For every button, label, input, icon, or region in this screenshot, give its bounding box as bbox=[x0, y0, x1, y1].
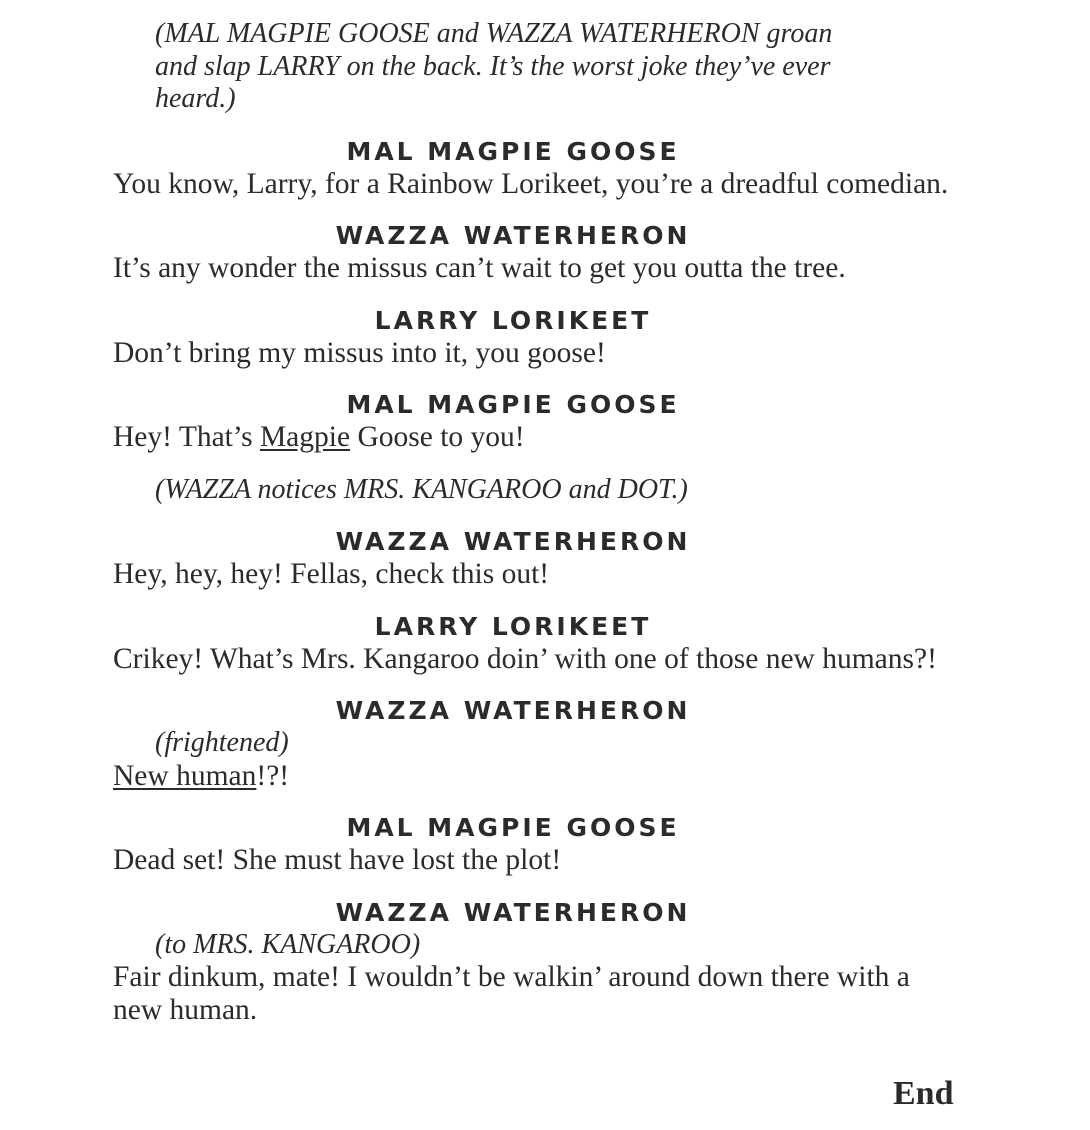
speaker-name: WAZZA WATERHERON bbox=[335, 221, 691, 250]
dialogue-line: It’s any wonder the missus can’t wait to get you outta the tree. bbox=[113, 252, 846, 284]
end-label: End bbox=[893, 1075, 954, 1112]
dialogue-line: You know, Larry, for a Rainbow Lorikeet, you’re a dreadful comedian. bbox=[113, 167, 949, 200]
stage-direction: (to MRS. KANGAROO) bbox=[155, 928, 421, 960]
dialogue-line: Hey, hey, hey! Fellas, check this out! bbox=[113, 558, 550, 590]
line-text: Goose to you! bbox=[350, 421, 525, 453]
script-page bbox=[113, 18, 973, 1026]
dialogue-line: Crikey! What’s Mrs. Kangaroo doin’ with one of those new humans?! bbox=[113, 642, 937, 675]
speaker-name: WAZZA WATERHERON bbox=[335, 897, 691, 927]
dialogue-line bbox=[113, 760, 953, 793]
speaker-name: WAZZA WATERHERON bbox=[335, 527, 691, 556]
dialogue-line: Fair dinkum, mate! I wouldn’t be walkin’ around down there with a new human. bbox=[113, 961, 910, 1026]
speaker-name: MAL MAGPIE GOOSE bbox=[346, 136, 680, 166]
speaker-name: LARRY LORIKEET bbox=[374, 305, 652, 335]
line-text: !?! bbox=[256, 759, 290, 792]
underlined-word: New human bbox=[113, 759, 257, 792]
stage-direction: (frightened) bbox=[155, 727, 289, 758]
underlined-word: Magpie bbox=[259, 421, 351, 453]
stage-direction: (MAL MAGPIE GOOSE and WAZZA WATERHERON groan and slap LARRY on the back. It’s the worst joke they’ve ever heard.) bbox=[155, 18, 833, 114]
speaker-name: MAL MAGPIE GOOSE bbox=[346, 813, 680, 842]
dialogue-line: Don’t bring my missus into it, you goose! bbox=[113, 336, 606, 369]
stage-direction: (WAZZA notices MRS. KANGAROO and DOT.) bbox=[155, 473, 688, 505]
speaker-name: MAL MAGPIE GOOSE bbox=[346, 390, 680, 419]
speaker-name: LARRY LORIKEET bbox=[374, 611, 652, 641]
dialogue-line: Dead set! She must have lost the plot! bbox=[113, 844, 562, 876]
line-text: Hey! That’s bbox=[113, 421, 260, 453]
dialogue-line bbox=[113, 421, 953, 454]
speaker-name: WAZZA WATERHERON bbox=[335, 696, 691, 725]
